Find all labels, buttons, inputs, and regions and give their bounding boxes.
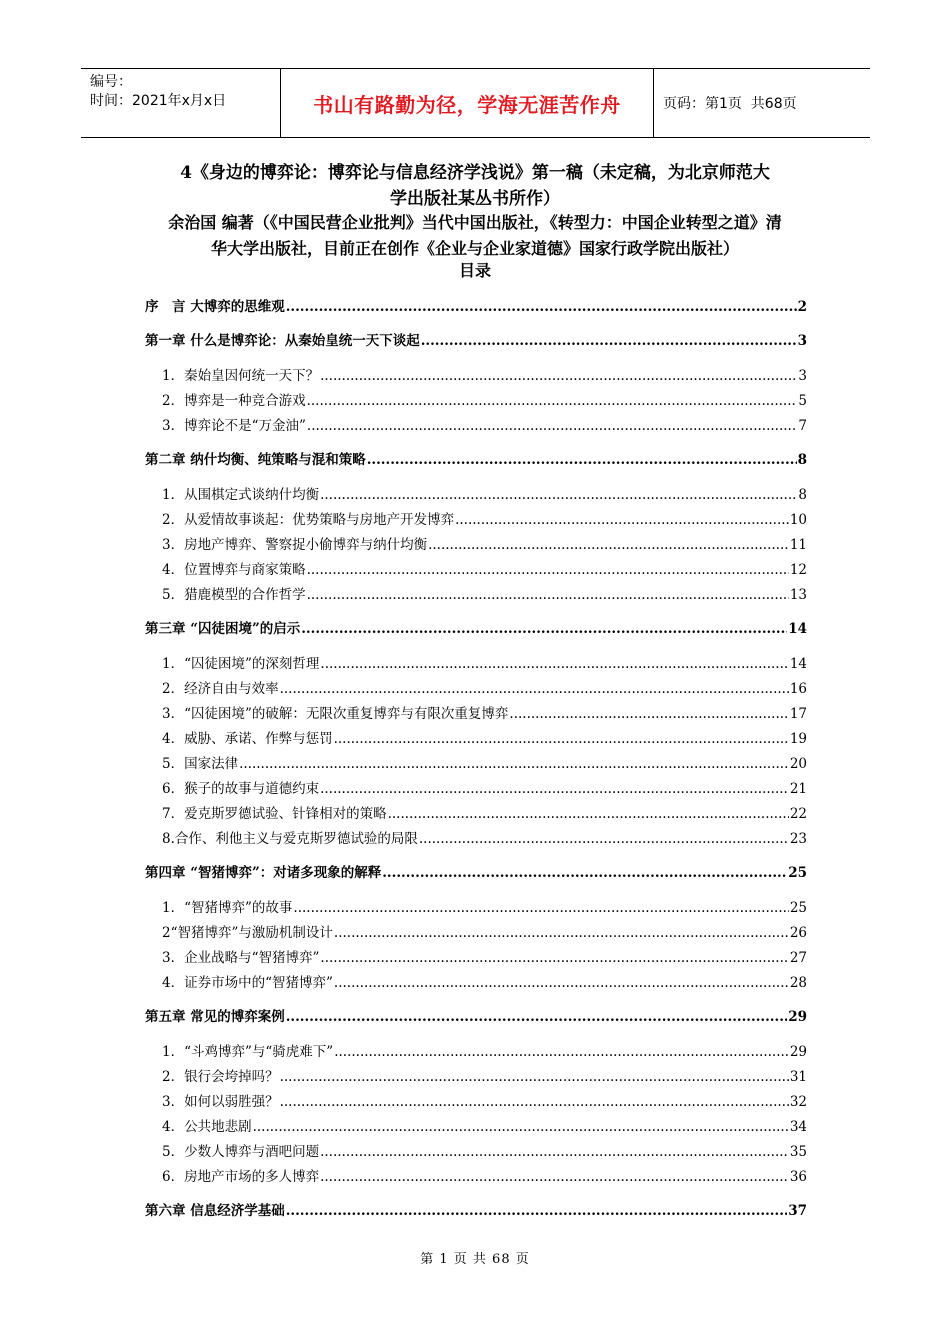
toc-leader-dots [334, 924, 789, 942]
toc-section-entry[interactable] [145, 1091, 807, 1111]
toc-section-entry[interactable] [145, 922, 807, 942]
toc-leader-dots [320, 949, 788, 967]
toc-section-entry[interactable] [145, 415, 807, 435]
toc-section-entry[interactable] [145, 828, 807, 848]
toc-chapter-entry[interactable] [145, 330, 807, 350]
toc-section-entry[interactable] [145, 653, 807, 673]
toc-leader-dots [280, 1068, 789, 1086]
toc-entry-label: 8.合作、利他主义与爱克斯罗德试验的局限 [162, 831, 418, 847]
toc-entry-page: 29 [788, 1009, 807, 1025]
toc-section-entry[interactable] [145, 728, 807, 748]
toc-entry-label: 4．威胁、承诺、作弊与惩罚 [162, 731, 333, 747]
toc-entry-page: 25 [788, 865, 807, 881]
toc-entry-page: 36 [789, 1169, 807, 1185]
toc-entry-label: 6．房地产市场的多人博弈 [162, 1169, 320, 1185]
toc-entry-page: 34 [789, 1119, 807, 1135]
toc-entry-page: 8 [798, 487, 807, 503]
toc-entry-label: 2．银行会垮掉吗？ [162, 1069, 279, 1085]
toc-entry-page: 13 [789, 587, 807, 603]
toc-entry-page: 19 [789, 731, 807, 747]
toc-entry-label: 1．“智猪博弈”的故事 [162, 900, 293, 916]
toc-section-entry[interactable] [145, 390, 807, 410]
toc-leader-dots [388, 805, 789, 823]
toc-entry-label: 2．博弈是一种竞合游戏 [162, 393, 306, 409]
toc-entry-label: 1．秦始皇因何统一天下？ [162, 368, 320, 384]
toc-entry-label: 第三章 “囚徒困境”的启示 [145, 621, 301, 637]
toc-leader-dots [280, 1093, 789, 1111]
toc-entry-label: 2“智猪博弈”与激励机制设计 [162, 925, 333, 941]
toc-section-entry[interactable] [145, 897, 807, 917]
toc-entry-label: 2．从爱情故事谈起：优势策略与房地产开发博弈 [162, 512, 455, 528]
toc-entry-page: 25 [789, 900, 807, 916]
toc-entry-page: 31 [789, 1069, 807, 1085]
toc-entry-page: 37 [788, 1203, 807, 1219]
toc-entry-label: 第六章 信息经济学基础 [145, 1203, 285, 1219]
toc-entry-page: 27 [789, 950, 807, 966]
toc-section-entry[interactable] [145, 1116, 807, 1136]
toc-entry-page: 10 [789, 512, 807, 528]
toc-section-entry[interactable] [145, 947, 807, 967]
toc-section-entry[interactable] [145, 509, 807, 529]
toc-entry-page: 29 [789, 1044, 807, 1060]
toc-entry-page: 5 [798, 393, 807, 409]
toc-entry-label: 1．从围棋定式谈纳什均衡 [162, 487, 320, 503]
toc-section-entry[interactable] [145, 1141, 807, 1161]
toc-section-entry[interactable] [145, 972, 807, 992]
toc-entry-label: 3．如何以弱胜强？ [162, 1094, 279, 1110]
toc-leader-dots [307, 417, 798, 435]
toc-entry-page: 32 [789, 1094, 807, 1110]
toc-entry-label: 4．公共地悲剧 [162, 1119, 252, 1135]
toc-leader-dots [382, 864, 787, 882]
author-line: 余治国 编著（《中国民营企业批判》当代中国出版社，《转型力：中国企业转型之道》清 [168, 213, 782, 232]
toc-section-entry[interactable] [145, 703, 807, 723]
toc-entry-label: 2．经济自由与效率 [162, 681, 279, 697]
toc-entry-page: 14 [788, 621, 807, 637]
toc-leader-dots [334, 974, 789, 992]
toc-entry-label: 4．证券市场中的“智猪博弈” [162, 975, 333, 991]
document-author [130, 210, 820, 262]
toc-entry-page: 23 [789, 831, 807, 847]
toc-section-entry[interactable] [145, 678, 807, 698]
toc-entry-page: 3 [798, 368, 807, 384]
toc-leader-dots [239, 755, 789, 773]
toc-entry-page: 17 [789, 706, 807, 722]
toc-chapter-entry[interactable] [145, 862, 807, 882]
toc-leader-dots [286, 298, 797, 316]
toc-leader-dots [293, 899, 788, 917]
toc-leader-dots [320, 486, 797, 504]
toc-leader-dots [320, 1168, 789, 1186]
toc-entry-label: 3．企业战略与“智猪博弈” [162, 950, 320, 966]
toc-chapter-entry[interactable] [145, 449, 807, 469]
toc-entry-label: 3．“囚徒困境”的破解：无限次重复博弈与有限次重复博弈 [162, 706, 509, 722]
toc-entry-label: 第五章 常见的博弈案例 [145, 1009, 285, 1025]
toc-leader-dots [334, 1043, 789, 1061]
toc-leader-dots [320, 655, 788, 673]
header-motto: 书山有路勤为径，学海无涯苦作舟 [281, 69, 654, 137]
toc-section-entry[interactable] [145, 365, 807, 385]
toc-section-entry[interactable] [145, 1066, 807, 1086]
toc-leader-dots [307, 586, 789, 604]
toc-chapter-entry[interactable] [145, 296, 807, 316]
header-page-info-text: 页码：第1页 共68页 [663, 96, 797, 112]
toc-section-entry[interactable] [145, 484, 807, 504]
toc-entry-page: 2 [797, 299, 807, 315]
document-title-line: 4《身边的博弈论：博弈论与信息经济学浅说》第一稿（未定稿，为北京师范大 [180, 163, 770, 183]
toc-leader-dots [509, 705, 788, 723]
toc-entry-label: 5．猎鹿模型的合作哲学 [162, 587, 306, 603]
toc-section-entry[interactable] [145, 1041, 807, 1061]
toc-entry-label: 3．博弈论不是“万金油” [162, 418, 306, 434]
toc-leader-dots [301, 620, 787, 638]
toc-chapter-entry[interactable] [145, 618, 807, 638]
toc-entry-label: 4．位置博弈与商家策略 [162, 562, 306, 578]
toc-chapter-entry[interactable] [145, 1006, 807, 1026]
toc-entry-page: 11 [789, 537, 807, 553]
page-footer: 第 1 页 共 68 页 [420, 1252, 530, 1267]
toc-entry-label: 5．少数人博弈与酒吧问题 [162, 1144, 320, 1160]
toc-entry-page: 8 [797, 452, 807, 468]
document-title [130, 160, 820, 212]
toc-leader-dots [307, 561, 789, 579]
toc-entry-label: 第二章 纳什均衡、纯策略与混和策略 [145, 452, 366, 468]
toc-entry-page: 26 [789, 925, 807, 941]
document-date-label: 时间：2021年x月x日 [90, 93, 227, 109]
toc-leader-dots [320, 1143, 789, 1161]
page-header [81, 68, 870, 138]
toc-entry-label: 第四章 “智猪博弈”：对诸多现象的解释 [145, 865, 382, 881]
toc-leader-dots [334, 730, 789, 748]
toc-section-entry[interactable] [145, 1166, 807, 1186]
toc-entry-page: 28 [789, 975, 807, 991]
toc-leader-dots [367, 451, 797, 469]
toc-leader-dots [419, 830, 789, 848]
toc-entry-label: 3．房地产博弈、警察捉小偷博弈与纳什均衡 [162, 537, 428, 553]
toc-entry-page: 12 [789, 562, 807, 578]
toc-entry-page: 16 [789, 681, 807, 697]
toc-section-entry[interactable] [145, 559, 807, 579]
header-page-info [654, 69, 870, 137]
toc-section-entry[interactable] [145, 803, 807, 823]
toc-entry-page: 20 [789, 756, 807, 772]
toc-chapter-entry[interactable] [145, 1200, 807, 1220]
toc-entry-page: 21 [789, 781, 807, 797]
toc-leader-dots [320, 367, 797, 385]
toc-entry-page: 35 [789, 1144, 807, 1160]
toc-leader-dots [421, 332, 797, 350]
toc-leader-dots [286, 1008, 788, 1026]
toc-entry-page: 14 [789, 656, 807, 672]
toc-entry-label: 7．爱克斯罗德试验、针锋相对的策略 [162, 806, 387, 822]
toc-heading: 目录 [458, 261, 491, 280]
toc-entry-page: 7 [798, 418, 807, 434]
toc-entry-label: 5．国家法律 [162, 756, 239, 772]
toc-leader-dots [320, 780, 789, 798]
toc-section-entry[interactable] [145, 753, 807, 773]
document-number-label: 编号： [90, 74, 132, 90]
header-meta [81, 69, 281, 137]
toc-leader-dots [455, 511, 789, 529]
toc-entry-label: 序 言 大博弈的思维观 [145, 299, 285, 315]
toc-leader-dots [280, 680, 789, 698]
toc-leader-dots [253, 1118, 789, 1136]
toc-section-entry[interactable] [145, 778, 807, 798]
document-title-line: 学出版社某丛书所作） [390, 189, 560, 209]
toc-section-entry[interactable] [145, 534, 807, 554]
toc-leader-dots [428, 536, 789, 554]
toc-leader-dots [307, 392, 798, 410]
toc-leader-dots [286, 1202, 788, 1220]
toc-section-entry[interactable] [145, 584, 807, 604]
author-line: 华大学出版社，目前正在创作《企业与企业家道德》国家行政学院出版社） [210, 239, 739, 258]
toc-entry-label: 6．猴子的故事与道德约束 [162, 781, 320, 797]
toc-entry-page: 3 [797, 333, 807, 349]
toc-entry-label: 1．“斗鸡博弈”与“骑虎难下” [162, 1044, 334, 1060]
toc-entry-page: 22 [789, 806, 807, 822]
toc-entry-label: 第一章 什么是博弈论：从秦始皇统一天下谈起 [145, 333, 420, 349]
toc-entry-label: 1．“囚徒困境”的深刻哲理 [162, 656, 320, 672]
